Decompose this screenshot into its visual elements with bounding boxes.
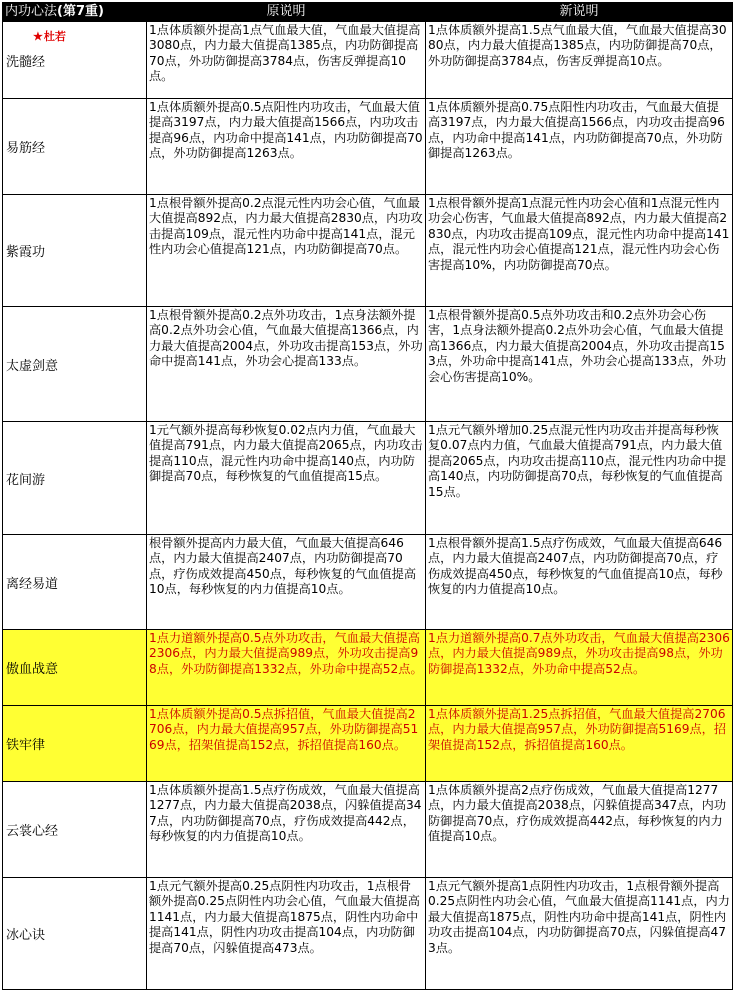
skill-name-cell — [3, 22, 147, 99]
table-row — [3, 307, 733, 422]
header-new-description: 新说明 — [426, 3, 733, 22]
skill-name: 离经易道 — [3, 535, 147, 630]
new-description: 1点根骨额外提高1.5点疗伤成效，气血最大值提高646点，内力最大值提高2407点，内功防御提高70点，疗伤成效提高450点，每秒恢复的气血值提高10点，每秒恢复的内力值提高10点。 — [426, 535, 733, 630]
skill-comparison-table — [2, 2, 733, 990]
author-name: 杜若 — [43, 30, 66, 43]
old-description: 根骨额外提高内力最大值，气血最大值提高646点，内力最大值提高2407点，内功防御提高70点，疗伤成效提高450点，每秒恢复的气血值提高10点，每秒恢复的内力值提高10点。 — [147, 535, 426, 630]
old-description: 1点根骨额外提高0.2点混元性内功会心值，气血最大值提高892点，内力最大值提高2830点，内功攻击提高109点，混元性内功命中提高141点，混元性内功会心值提高121点，内功防御提高70点。 — [147, 195, 426, 307]
table-row-highlighted — [3, 630, 733, 706]
skill-name: 冰心诀 — [3, 878, 147, 990]
table-row — [3, 878, 733, 990]
new-description: 1点元气额外增加0.25点混元性内功攻击并提高每秒恢复0.07点内力值，气血最大值提高791点，内力最大值提高2065点，内功攻击提高110点，混元性内功命中提高140点，内功防御提高70点，每秒恢复的气血值提高15点。 — [426, 422, 733, 535]
new-description: 1点根骨额外提高0.5点外功攻击和0.2点外功会心伤害，1点身法额外提高0.2点外功会心值，气血最大值提高1366点，内力最大值提高2004点，外功攻击提高153点，外功命中提高141点，外功会心提高133点，外功会心伤害提高10%。 — [426, 307, 733, 422]
skill-name: 太虚剑意 — [3, 307, 147, 422]
new-description: 1点体质额外提高2点疗伤成效，气血最大值提高1277点，内力最大值提高2038点，闪躲值提高347点，内功防御提高70点，疗伤成效提高442点，每秒恢复的内力值提高10点。 — [426, 782, 733, 878]
new-description: 1点体质额外提高0.75点阳性内功攻击，气血最大值提高3197点，内力最大值提高1566点，内功攻击提高96点，内功命中提高141点，内功防御提高70点，外功防御提高1263点。 — [426, 99, 733, 195]
old-description: 1点根骨额外提高0.2点外功攻击，1点身法额外提高0.2点外功会心值，气血最大值提高1366点，内力最大值提高2004点，外功攻击提高153点，外功命中提高141点，外功会心提高133点。 — [147, 307, 426, 422]
header-skill-level: (第7重) — [57, 4, 104, 19]
skill-name: 傲血战意 — [3, 630, 147, 706]
table-row — [3, 782, 733, 878]
skill-name: 紫霞功 — [3, 195, 147, 307]
old-description: 1点力道额外提高0.5点外功攻击，气血最大值提高2306点，内力最大值提高989点，外功攻击提高98点，外功防御提高1332点，外功命中提高52点。 — [147, 630, 426, 706]
old-description: 1点元气额外提高0.25点阴性内功攻击，1点根骨额外提高0.25点阴性内功会心值，气血最大值提高1141点，内力最大值提高1875点，阴性内功命中提高141点，阴性内功攻击提高104点，内功防御提高70点，闪躲值提高473点。 — [147, 878, 426, 990]
table-row — [3, 535, 733, 630]
new-description: 1点体质额外提高1.5点气血最大值，气血最大值提高3080点，内力最大值提高1385点，内功防御提高70点，外功防御提高3784点，伤害反弹提高10点。 — [426, 22, 733, 99]
header-skill-name — [3, 3, 147, 22]
table-row-highlighted — [3, 706, 733, 782]
skill-name: 花间游 — [3, 422, 147, 535]
header-old-description: 原说明 — [147, 3, 426, 22]
table-row — [3, 195, 733, 307]
skill-name: 铁牢律 — [3, 706, 147, 782]
new-description: 1点力道额外提高0.7点外功攻击，气血最大值提高2306点，内力最大值提高989点，外功攻击提高98点，外功防御提高1332点，外功命中提高52点。 — [426, 630, 733, 706]
table-header-row — [3, 3, 733, 22]
skill-name: 易筋经 — [3, 99, 147, 195]
new-description: 1点根骨额外提高1点混元性内功会心值和1点混元性内功会心伤害，气血最大值提高892点，内力最大值提高2830点，内功攻击提高109点，混元性内功命中提高141点，混元性内功会心值提高121点，混元性内功会心伤害提高10%，内功防御提高70点。 — [426, 195, 733, 307]
new-description: 1点元气额外提高1点阴性内功攻击，1点根骨额外提高0.25点阴性内功会心值，气血最大值提高1141点，内力最大值提高1875点，阴性内功命中提高141点，阴性内功攻击提高104点，内功防御提高70点，闪躲值提高473点。 — [426, 878, 733, 990]
author-mark — [33, 28, 66, 44]
skill-name: 洗髓经 — [6, 54, 46, 70]
old-description: 1点体质额外提高0.5点阳性内功攻击，气血最大值提高3197点，内力最大值提高1566点，内功攻击提高96点，内功命中提高141点，内功防御提高70点，外功防御提高1263点。 — [147, 99, 426, 195]
old-description: 1点体质额外提高1.5点疗伤成效，气血最大值提高1277点，内力最大值提高2038点，闪躲值提高347点，内功防御提高70点，疗伤成效提高442点，每秒恢复的内力值提高10点。 — [147, 782, 426, 878]
old-description: 1点体质额外提高0.5点拆招值，气血最大值提高2706点，内力最大值提高957点，外功防御提高5169点，招架值提高152点，拆招值提高160点。 — [147, 706, 426, 782]
table-row — [3, 99, 733, 195]
table-row — [3, 422, 733, 535]
header-skill-prefix: 内功心法 — [5, 4, 58, 19]
skill-name: 云裳心经 — [3, 782, 147, 878]
old-description: 1点体质额外提高1点气血最大值，气血最大值提高3080点，内力最大值提高1385点，内功防御提高70点，外功防御提高3784点，伤害反弹提高10点。 — [147, 22, 426, 99]
star-icon: ★ — [33, 30, 43, 43]
table-row — [3, 22, 733, 99]
new-description: 1点体质额外提高1.25点拆招值，气血最大值提高2706点，内力最大值提高957点，外功防御提高5169点，招架值提高152点，拆招值提高160点。 — [426, 706, 733, 782]
old-description: 1元气额外提高每秒恢复0.02点内力值，气血最大值提高791点，内力最大值提高2065点，内功攻击提高110点，混元性内功命中提高140点，内功防御提高70点，每秒恢复的气血值提高15点。 — [147, 422, 426, 535]
